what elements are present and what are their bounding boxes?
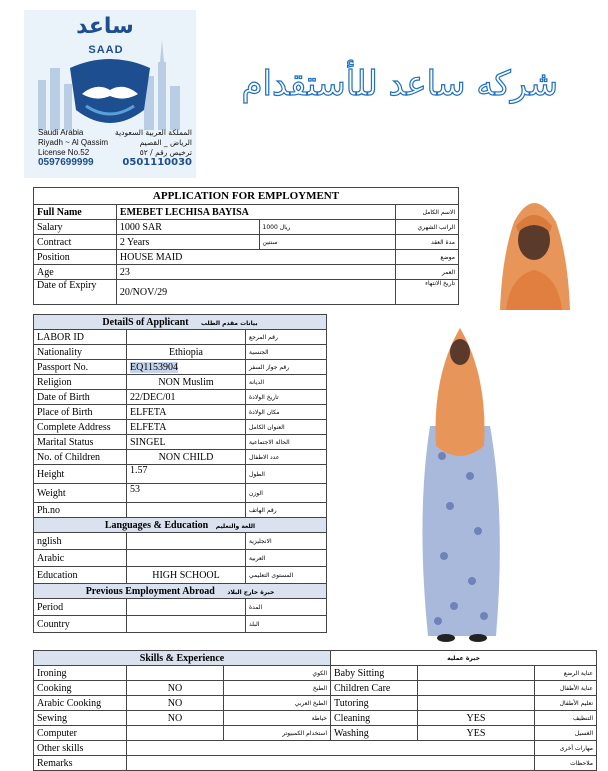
row-label: Education	[34, 567, 127, 584]
table-row	[34, 696, 597, 711]
languages-header-label-ar: اللغة والتعليم	[215, 522, 256, 530]
row-label: Country	[34, 616, 127, 633]
row-value: 1.57	[127, 465, 246, 484]
details-header	[34, 315, 327, 330]
other-skills-value	[127, 741, 535, 756]
previous-employment-label: Previous Employment Abroad	[85, 585, 215, 597]
row-value	[127, 550, 246, 567]
other-skills-label-ar: مهارات أخرى	[535, 741, 597, 756]
company-title: شركه ساعد للأستقدام	[241, 64, 558, 104]
table-row	[34, 435, 327, 450]
logo-country-ar: المملكة العربية السعودية	[115, 128, 192, 137]
table-row	[34, 616, 327, 633]
row-value: SINGEL	[127, 435, 246, 450]
row-label-ar: العمر	[396, 265, 459, 280]
row-label-ar: مدة العقد	[396, 235, 459, 250]
portrait-photo	[480, 186, 588, 310]
skill-label-ar: التنظيف	[535, 711, 597, 726]
skill-label-ar: الطبخ	[224, 681, 331, 696]
skill-label-ar: عناية الأطفال	[535, 681, 597, 696]
skill-value	[127, 666, 224, 681]
skill-label-ar: الطبخ العربي	[224, 696, 331, 711]
table-row	[34, 235, 459, 250]
logo-license-ar: ترخيص رقم / ٥٢	[139, 148, 192, 157]
row-label: Salary	[34, 220, 117, 235]
row-label-ar: الوزن	[246, 484, 327, 503]
row-label-ar: موضع	[396, 250, 459, 265]
details-table	[33, 314, 327, 633]
table-row	[34, 550, 327, 567]
row-label-ar: الطول	[246, 465, 327, 484]
table-row	[34, 756, 597, 771]
table-row	[34, 567, 327, 584]
details-header-label-ar: بيانات مقدم الطلب	[201, 319, 258, 327]
skill-value: NO	[127, 681, 224, 696]
position-value: HOUSE MAID	[116, 250, 395, 265]
age-value: 23	[116, 265, 395, 280]
row-label-ar: المستوى التعليمي	[246, 567, 327, 584]
row-label-ar: رقم المرجع	[246, 330, 327, 345]
skill-label: Children Care	[331, 681, 418, 696]
row-label: Passport No.	[34, 360, 127, 375]
application-table	[33, 187, 459, 305]
table-row	[34, 726, 597, 741]
skill-value	[418, 696, 535, 711]
row-label-ar: مكان الولادة	[246, 405, 327, 420]
row-value: ELFETA	[127, 420, 246, 435]
table-row	[34, 250, 459, 265]
remarks-label: Remarks	[34, 756, 127, 771]
row-value	[127, 330, 246, 345]
table-row	[34, 484, 327, 503]
table-row	[34, 375, 327, 390]
passport-number: EQ1153904	[130, 361, 178, 373]
row-label: LABOR ID	[34, 330, 127, 345]
skill-label: Sewing	[34, 711, 127, 726]
details-header-label: DetailS of Applicant	[102, 316, 189, 328]
skill-value	[418, 681, 535, 696]
row-label-ar: الجنسية	[246, 345, 327, 360]
row-label: nglish	[34, 533, 127, 550]
row-label-ar: رقم الهاتف	[246, 503, 327, 518]
skill-label-ar: الغسيل	[535, 726, 597, 741]
row-label: No. of Children	[34, 450, 127, 465]
logo-region: Riyadh ~ Al Qassim	[38, 138, 109, 147]
full-body-photo	[346, 316, 574, 646]
form-title: APPLICATION FOR EMPLOYMENT	[34, 188, 459, 205]
skill-value: YES	[418, 726, 535, 741]
logo-contact-arabic	[102, 128, 192, 168]
row-label-ar: تاريخ الولادة	[246, 390, 327, 405]
row-label: Nationality	[34, 345, 127, 360]
skill-value	[127, 726, 224, 741]
skill-value	[418, 666, 535, 681]
skill-label-ar: الكوي	[224, 666, 331, 681]
remarks-label-ar: ملاحظات	[535, 756, 597, 771]
row-label-ar: الانجليزية	[246, 533, 327, 550]
skill-label: Tutoring	[331, 696, 418, 711]
table-row	[34, 503, 327, 518]
contract-value: 2 Years	[116, 235, 259, 250]
full-name-value: EMEBET LECHISA BAYISA	[116, 205, 395, 220]
skill-label: Baby Sitting	[331, 666, 418, 681]
row-label: Full Name	[34, 205, 117, 220]
expiry-value: 20/NOV/29	[116, 280, 395, 305]
passport-value	[127, 360, 246, 375]
table-row	[34, 420, 327, 435]
languages-header	[34, 518, 327, 533]
row-label: Complete Address	[34, 420, 127, 435]
skill-value: NO	[127, 696, 224, 711]
skill-label-ar: تعليم الأطفال	[535, 696, 597, 711]
table-row	[34, 265, 459, 280]
table-row	[34, 599, 327, 616]
row-value	[127, 533, 246, 550]
salary-value: 1000 SAR	[116, 220, 259, 235]
row-value	[127, 599, 246, 616]
logo-phone-right: 0501110030	[122, 157, 192, 168]
logo-phone-left: 0597699999	[38, 157, 94, 168]
skill-label: Cooking	[34, 681, 127, 696]
skill-value: YES	[418, 711, 535, 726]
table-row	[34, 390, 327, 405]
row-label: Date of Expiry	[34, 280, 117, 305]
skill-label: Arabic Cooking	[34, 696, 127, 711]
skill-label-ar: عناية الرضع	[535, 666, 597, 681]
row-label: Place of Birth	[34, 405, 127, 420]
row-label-ar: الراتب الشهري	[396, 220, 459, 235]
table-row	[34, 345, 327, 360]
skill-value: NO	[127, 711, 224, 726]
row-value	[127, 503, 246, 518]
other-skills-label: Other skills	[34, 741, 127, 756]
row-value	[127, 616, 246, 633]
salary-value-ar: 1000 ريال	[259, 220, 396, 235]
table-row	[34, 533, 327, 550]
row-label-ar: عدد الاطفال	[246, 450, 327, 465]
table-row	[34, 360, 327, 375]
row-label-ar: الحالة الاجتماعية	[246, 435, 327, 450]
skills-header-ar: خبرة عملية	[331, 651, 597, 666]
logo-license: License No.52	[38, 148, 90, 157]
row-label: Date of Birth	[34, 390, 127, 405]
skill-label: Washing	[331, 726, 418, 741]
table-row	[34, 405, 327, 420]
row-label-ar: العربية	[246, 550, 327, 567]
table-row	[34, 741, 597, 756]
row-label: Religion	[34, 375, 127, 390]
skill-label: Computer	[34, 726, 127, 741]
row-label: Arabic	[34, 550, 127, 567]
row-label-ar: رقم جواز السفر	[246, 360, 327, 375]
logo-country: Saudi Arabia	[38, 128, 84, 137]
table-row	[34, 205, 459, 220]
table-row	[34, 465, 327, 484]
table-row	[34, 666, 597, 681]
table-row	[34, 220, 459, 235]
row-label: Age	[34, 265, 117, 280]
table-row	[34, 450, 327, 465]
logo-region-ar: الرياض _ القصيم	[139, 138, 192, 147]
row-label: Weight	[34, 484, 127, 503]
skill-label-ar: استخدام الكمبيوتر	[224, 726, 331, 741]
row-label-ar: الديانة	[246, 375, 327, 390]
table-row	[34, 681, 597, 696]
previous-employment-header	[34, 584, 327, 599]
row-label: Ph.no	[34, 503, 127, 518]
remarks-value	[127, 756, 535, 771]
skill-label: Cleaning	[331, 711, 418, 726]
skill-label: Ironing	[34, 666, 127, 681]
previous-employment-label-ar: خبرة خارج البلاد	[227, 588, 275, 596]
row-value: 53	[127, 484, 246, 503]
logo-brand-english: SAAD	[88, 44, 124, 56]
row-label: Contract	[34, 235, 117, 250]
row-label-ar: البلد	[246, 616, 327, 633]
table-row	[34, 280, 459, 305]
skills-header: Skills & Experience	[34, 651, 331, 666]
row-value: Ethiopia	[127, 345, 246, 360]
skills-table	[33, 650, 597, 771]
row-label-ar: العنوان الكامل	[246, 420, 327, 435]
languages-header-label: Languages & Education	[104, 519, 209, 531]
row-value: ELFETA	[127, 405, 246, 420]
row-label-ar: الاسم الكامل	[396, 205, 459, 220]
table-row	[34, 711, 597, 726]
row-label: Marital Status	[34, 435, 127, 450]
row-value: HIGH SCHOOL	[127, 567, 246, 584]
row-value: NON Muslim	[127, 375, 246, 390]
row-label: Position	[34, 250, 117, 265]
row-label-ar: المدة	[246, 599, 327, 616]
contract-value-ar: سنتين	[259, 235, 396, 250]
logo-brand-arabic: ساعد	[76, 14, 134, 39]
row-label: Height	[34, 465, 127, 484]
row-label: Period	[34, 599, 127, 616]
row-value: 22/DEC/01	[127, 390, 246, 405]
skill-label-ar: خياطة	[224, 711, 331, 726]
table-row	[34, 330, 327, 345]
row-label-ar: تاريخ الانتهاء	[396, 280, 459, 305]
row-value: NON CHILD	[127, 450, 246, 465]
